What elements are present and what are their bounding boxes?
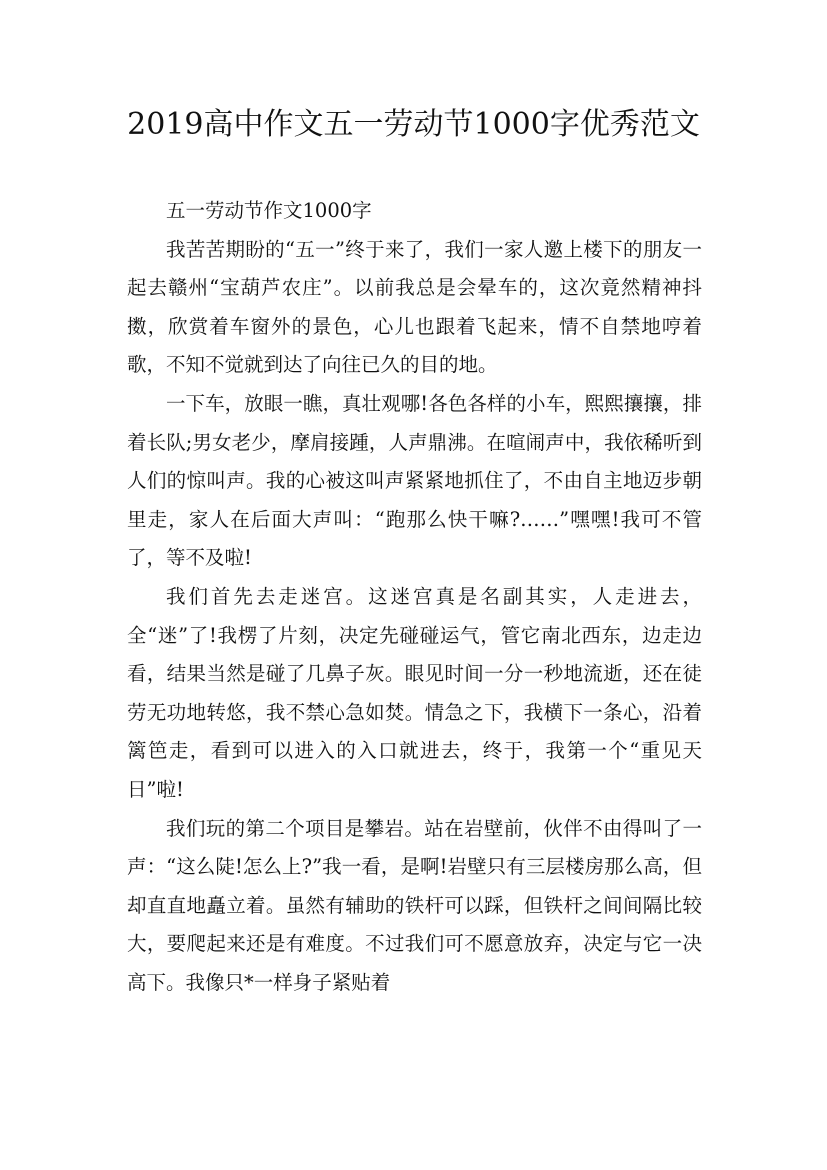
document-body — [127, 192, 702, 1002]
paragraph: 我们首先去走迷宫。这迷宫真是名副其实，人走进去，全“迷”了!我楞了片刻，决定先碰碰运气，管它南北西东，边走边看，结果当然是碰了几鼻子灰。眼见时间一分一秒地流逝，还在徒劳无功地转悠，我不禁心急如焚。情急之下，我横下一条心，沿着篱笆走，看到可以进入的入口就进去，终于，我第一个“重见天日”啦! — [127, 584, 702, 801]
paragraph: 一下车，放眼一瞧，真壮观哪!各色各样的小车，熙熙攘攘，排着长队;男女老少，摩肩接踵，人声鼎沸。在喧闹声中，我依稀听到人们的惊叫声。我的心被这叫声紧紧地抓住了，不由自主地迈步朝里走，家人在后面大声叫：“跑那么快干嘛?……”嘿嘿!我可不管了，等不及啦! — [127, 391, 702, 570]
document-title: 2019高中作文五一劳动节1000字优秀范文 — [127, 107, 700, 142]
document-subtitle: 五一劳动节作文1000字 — [166, 199, 372, 222]
paragraph: 我们玩的第二个项目是攀岩。站在岩壁前，伙伴不由得叫了一声：“这么陡!怎么上?”我一看，是啊!岩壁只有三层楼房那么高，但却直直地矗立着。虽然有辅助的铁杆可以踩，但铁杆之间间隔比较大，要爬起来还是有难度。不过我们可不愿意放弃，决定与它一决高下。我像只*一样身子紧贴着 — [127, 816, 702, 994]
paragraph: 我苦苦期盼的“五一”终于来了，我们一家人邀上楼下的朋友一起去赣州“宝葫芦农庄”。以前我总是会晕车的，这次竟然精神抖擞，欣赏着车窗外的景色，心儿也跟着飞起来，情不自禁地哼着歌，不知不觉就到达了向往已久的目的地。 — [127, 237, 702, 377]
